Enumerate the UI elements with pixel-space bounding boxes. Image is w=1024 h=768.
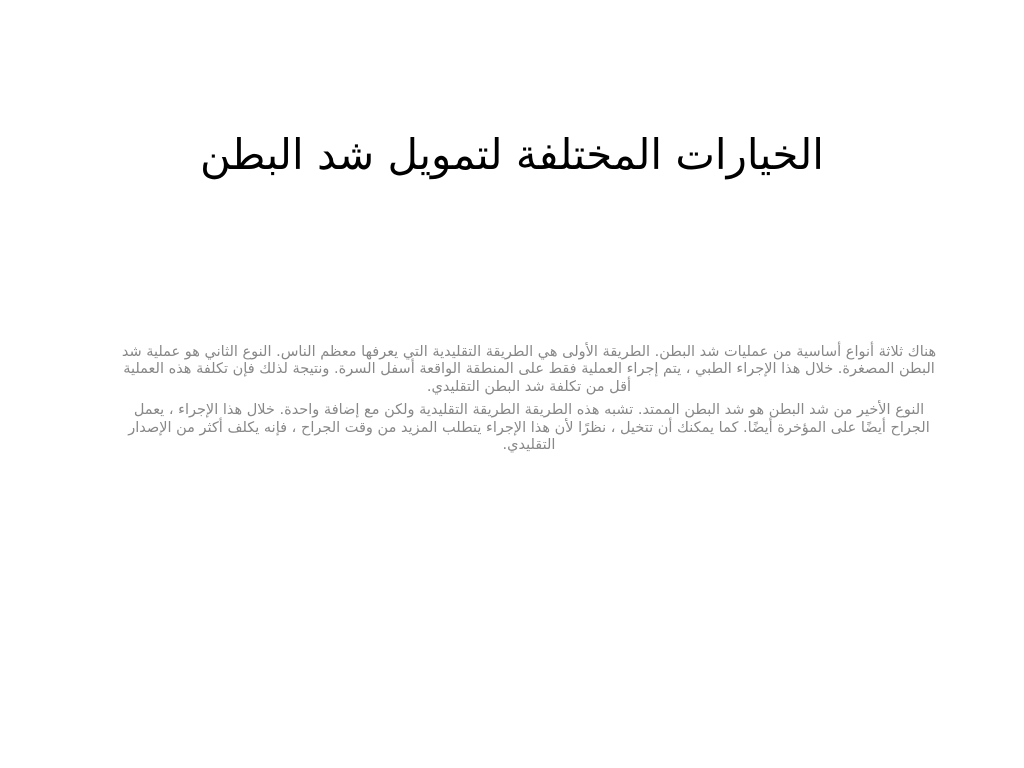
body-paragraph-2: النوع الأخير من شد البطن هو شد البطن الممتد. تشبه هذه الطريقة الطريقة التقليدية ولكن مع إضافة واحدة. خلال هذا الإجراء ، يعمل الجراح أيضًا على المؤخرة أيضًا. كما يمكنك أن تتخيل ، نظرًا لأن هذا الإجراء يتطلب المزيد من وقت الجراح ، فإنه يكلف أكثر من الإصدار التقليدي. xyxy=(128,402,930,453)
slide-body xyxy=(118,344,940,460)
body-paragraph-1: هناك ثلاثة أنواع أساسية من عمليات شد البطن. الطريقة الأولى هي الطريقة التقليدية التي يعرفها معظم الناس. النوع الثاني هو عملية شد البطن المصغرة. خلال هذا الإجراء الطبي ، يتم إجراء العملية فقط على المنطقة الواقعة أسفل السرة. ونتيجة لذلك فإن تكلفة هذه العملية أقل من تكلفة شد البطن التقليدي. xyxy=(121,344,937,395)
slide-title: الخيارات المختلفة لتمويل شد البطن xyxy=(200,130,824,179)
